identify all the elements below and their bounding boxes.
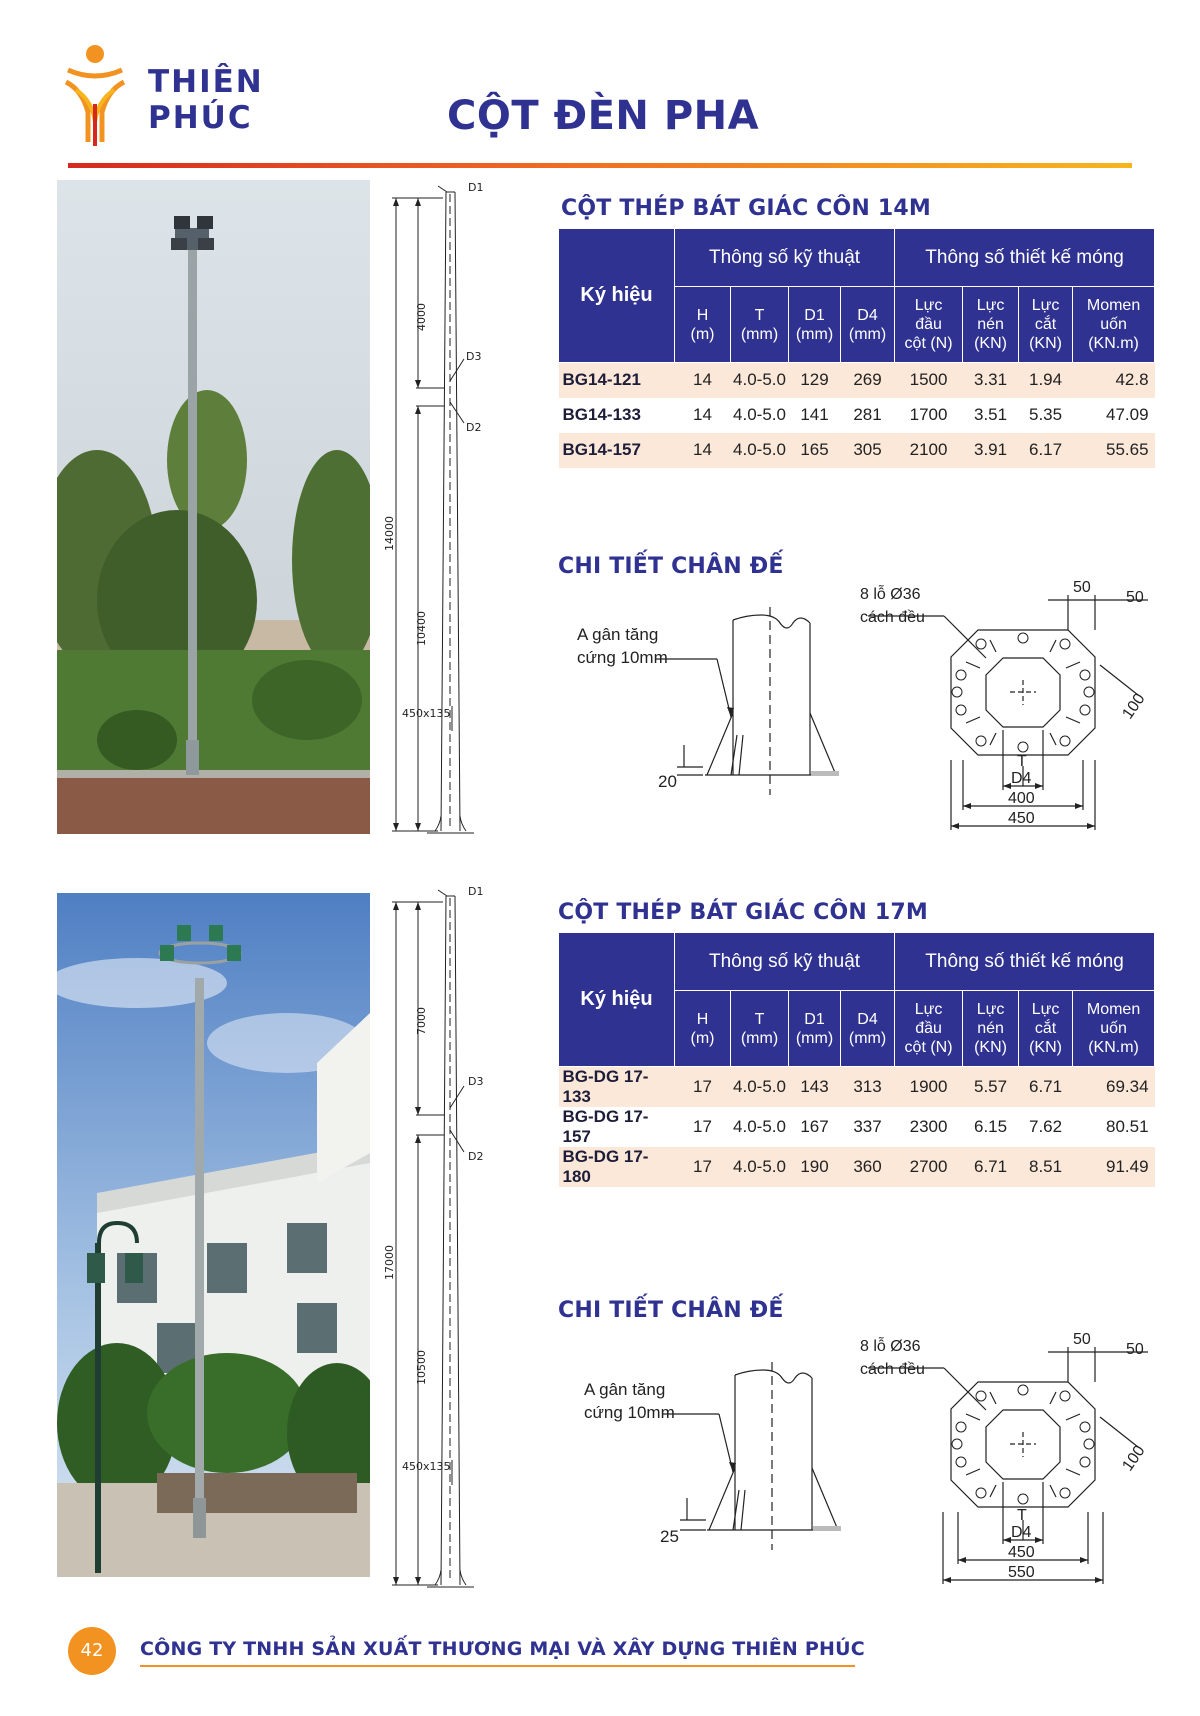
label-d4: D4: [1011, 770, 1032, 787]
dim-50-b: 50: [1126, 589, 1144, 606]
col-header-d4: [841, 287, 895, 363]
section-title-17m: CỘT THÉP BÁT GIÁC CÔN 17M: [558, 900, 928, 925]
dim-top-length: 4000: [415, 303, 428, 331]
cell-code: BG14-121: [559, 363, 675, 398]
holes-label-line2: cách đều: [860, 1361, 925, 1378]
cell: 165: [789, 433, 841, 468]
col-header-d1: [789, 991, 841, 1067]
cell-code: BG-DG 17-180: [559, 1147, 675, 1187]
cell: 80.51: [1073, 1107, 1155, 1147]
cell: 4.0-5.0: [731, 1107, 789, 1147]
header-text: (KN): [974, 1039, 1007, 1056]
header-text: Lực: [1031, 297, 1060, 314]
label-d4: D4: [1011, 1524, 1032, 1541]
base-detail-title-17m: CHI TIẾT CHÂN ĐẾ: [558, 1298, 784, 1323]
brand-line-2: PHÚC: [148, 100, 253, 136]
header-text: (KN.m): [1088, 1039, 1139, 1056]
cell: 143: [789, 1067, 841, 1108]
cell: 6.15: [963, 1107, 1019, 1147]
label-d1: D1: [468, 885, 484, 898]
header-text: uốn: [1100, 1020, 1127, 1037]
dim-width-outer: 450: [1008, 810, 1035, 827]
header-text: (mm): [795, 1029, 834, 1047]
pole-dimension-drawing-14m: [380, 176, 530, 846]
spec-table-14m: [558, 228, 1155, 468]
header-text: (KN): [1029, 335, 1062, 352]
cell: 4.0-5.0: [731, 363, 789, 398]
label-d3: D3: [466, 350, 482, 363]
table-row: [559, 1107, 1155, 1147]
col-header-ky-hieu: Ký hiệu: [559, 229, 675, 363]
header-text: (m): [690, 325, 715, 343]
header-text: D4: [857, 1010, 878, 1028]
cell: 2100: [895, 433, 963, 468]
rib-label-line1: A gân tăng: [584, 1380, 666, 1399]
header-text: Lực: [976, 297, 1005, 314]
cell: 5.57: [963, 1067, 1019, 1108]
cell: 14: [675, 433, 731, 468]
header-text: H: [696, 306, 709, 324]
base-plan-view-14m: [848, 570, 1168, 860]
cell: 17: [675, 1067, 731, 1108]
col-header-compression: [963, 991, 1019, 1067]
cell: 269: [841, 363, 895, 398]
base-thickness: 25: [660, 1527, 679, 1546]
label-d3: D3: [468, 1075, 484, 1088]
header-text: (mm): [848, 325, 887, 343]
cell: 337: [841, 1107, 895, 1147]
col-header-top-force: [895, 287, 963, 363]
header-text: Momen: [1086, 1001, 1141, 1018]
dim-100: 100: [1119, 690, 1149, 723]
header-text: (mm): [848, 1029, 887, 1047]
header-text: cột (N): [904, 1039, 953, 1056]
cell: 3.91: [963, 433, 1019, 468]
footer-underline: [140, 1665, 855, 1667]
header-text: (mm): [795, 325, 834, 343]
cell: 190: [789, 1147, 841, 1187]
header-text: D1: [804, 1010, 825, 1028]
cell: 42.8: [1073, 363, 1155, 398]
header-text: Lực: [914, 297, 943, 314]
holes-label-line1: 8 lỗ Ø36: [860, 586, 921, 603]
col-header-shear: [1019, 991, 1073, 1067]
dim-width-inner: 400: [1008, 790, 1035, 807]
cell: 55.65: [1073, 433, 1155, 468]
label-t: T: [1017, 1507, 1027, 1524]
base-detail-title-14m: CHI TIẾT CHÂN ĐẾ: [558, 554, 784, 579]
cell: 6.71: [963, 1147, 1019, 1187]
door-size: 450x135: [402, 707, 451, 720]
header-text: (KN): [1029, 1039, 1062, 1056]
table-row: [559, 1147, 1155, 1187]
cell: 4.0-5.0: [731, 1147, 789, 1187]
cell: 305: [841, 433, 895, 468]
group-header-specs: Thông số kỹ thuật: [675, 229, 895, 287]
cell: 129: [789, 363, 841, 398]
cell: 2700: [895, 1147, 963, 1187]
cell-code: BG14-133: [559, 398, 675, 433]
header-text: (m): [690, 1029, 715, 1047]
header-text: đầu: [915, 1020, 942, 1037]
rib-label-line2: cứng 10mm: [577, 648, 668, 667]
cell: 5.35: [1019, 398, 1073, 433]
col-header-t: [731, 287, 789, 363]
header-text: Lực: [914, 1001, 943, 1018]
label-d2: D2: [468, 1150, 484, 1163]
cell: 8.51: [1019, 1147, 1073, 1187]
cell: 17: [675, 1107, 731, 1147]
page-number: 42: [68, 1627, 116, 1675]
header-text: uốn: [1100, 316, 1127, 333]
rib-label-line2: cứng 10mm: [584, 1403, 675, 1422]
table-row: [559, 398, 1155, 433]
floodlight-pole-photo-17m: [57, 893, 370, 1577]
header-text: cắt: [1034, 1020, 1057, 1037]
page-title: CỘT ĐÈN PHA: [447, 93, 760, 139]
cell: 4.0-5.0: [731, 433, 789, 468]
col-header-top-force: [895, 991, 963, 1067]
header-text: nén: [977, 316, 1004, 333]
brand-line-1: THIÊN: [148, 64, 264, 100]
cell: 1500: [895, 363, 963, 398]
header-text: D4: [857, 306, 878, 324]
door-size: 450x135: [402, 1460, 451, 1473]
header-text: cắt: [1034, 316, 1057, 333]
cell: 2300: [895, 1107, 963, 1147]
base-thickness: 20: [658, 772, 677, 791]
col-header-compression: [963, 287, 1019, 363]
section-title-14m: CỘT THÉP BÁT GIÁC CÔN 14M: [561, 196, 931, 221]
cell-code: BG-DG 17-157: [559, 1107, 675, 1147]
floodlight-pole-photo-14m: [57, 180, 370, 834]
cell: 14: [675, 363, 731, 398]
col-header-t: [731, 991, 789, 1067]
header-text: T: [754, 306, 765, 324]
dim-bottom-length: 10400: [415, 611, 428, 646]
cell: 47.09: [1073, 398, 1155, 433]
header-divider: [68, 163, 1132, 168]
header-text: (mm): [740, 325, 779, 343]
brand-name: [148, 64, 264, 136]
header-text: Lực: [1031, 1001, 1060, 1018]
header-text: D1: [804, 306, 825, 324]
holes-label-line2: cách đều: [860, 609, 925, 626]
cell: 4.0-5.0: [731, 398, 789, 433]
cell: 1.94: [1019, 363, 1073, 398]
col-header-moment: [1073, 287, 1155, 363]
dim-top-length: 7000: [415, 1007, 428, 1035]
header-text: Momen: [1086, 297, 1141, 314]
header-text: cột (N): [904, 335, 953, 352]
header-text: nén: [977, 1020, 1004, 1037]
group-header-foundation: Thông số thiết kế móng: [895, 229, 1155, 287]
header-text: T: [754, 1010, 765, 1028]
dim-width-outer: 550: [1008, 1564, 1035, 1581]
footer-company-name: CÔNG TY TNHH SẢN XUẤT THƯƠNG MẠI VÀ XÂY DỰNG THIÊN PHÚC: [140, 1638, 865, 1660]
rib-label-line1: A gân tăng: [577, 625, 659, 644]
col-header-ky-hieu: Ký hiệu: [559, 933, 675, 1067]
cell: 1700: [895, 398, 963, 433]
base-plan-view-17m: [848, 1322, 1168, 1617]
cell: 6.71: [1019, 1067, 1073, 1108]
group-header-foundation: Thông số thiết kế móng: [895, 933, 1155, 991]
cell: 91.49: [1073, 1147, 1155, 1187]
group-header-specs: Thông số kỹ thuật: [675, 933, 895, 991]
cell: 14: [675, 398, 731, 433]
cell-code: BG-DG 17-133: [559, 1067, 675, 1108]
cell: 1900: [895, 1067, 963, 1108]
header-text: (KN): [974, 335, 1007, 352]
table-row: [559, 1067, 1155, 1108]
dim-bottom-length: 10500: [415, 1350, 428, 1385]
pole-dimension-drawing-17m: [380, 880, 530, 1600]
cell: 281: [841, 398, 895, 433]
cell: 6.17: [1019, 433, 1073, 468]
base-side-view-14m: [565, 585, 855, 795]
cell: 17: [675, 1147, 731, 1187]
cell: 3.51: [963, 398, 1019, 433]
dim-100: 100: [1119, 1442, 1149, 1475]
header-text: đầu: [915, 316, 942, 333]
table-row: [559, 433, 1155, 468]
cell: 167: [789, 1107, 841, 1147]
cell: 141: [789, 398, 841, 433]
col-header-h: [675, 991, 731, 1067]
dim-total-height: 17000: [383, 1245, 396, 1280]
cell: 69.34: [1073, 1067, 1155, 1108]
col-header-h: [675, 287, 731, 363]
cell-code: BG14-157: [559, 433, 675, 468]
label-d1: D1: [468, 181, 484, 194]
col-header-shear: [1019, 287, 1073, 363]
col-header-moment: [1073, 991, 1155, 1067]
cell: 360: [841, 1147, 895, 1187]
col-header-d4: [841, 991, 895, 1067]
base-side-view-17m: [572, 1340, 862, 1550]
spec-table-17m: [558, 932, 1155, 1187]
cell: 7.62: [1019, 1107, 1073, 1147]
dim-total-height: 14000: [383, 516, 396, 551]
header-text: H: [696, 1010, 709, 1028]
header-text: (mm): [740, 1029, 779, 1047]
cell: 3.31: [963, 363, 1019, 398]
cell: 4.0-5.0: [731, 1067, 789, 1108]
table-row: [559, 363, 1155, 398]
dim-width-inner: 450: [1008, 1544, 1035, 1561]
header-text: (KN.m): [1088, 335, 1139, 352]
label-d2: D2: [466, 421, 482, 434]
holes-label-line1: 8 lỗ Ø36: [860, 1338, 921, 1355]
label-t: T: [1017, 753, 1027, 770]
cell: 313: [841, 1067, 895, 1108]
header-text: Lực: [976, 1001, 1005, 1018]
dim-50-a: 50: [1073, 1331, 1091, 1348]
col-header-d1: [789, 287, 841, 363]
dim-50-a: 50: [1073, 579, 1091, 596]
dim-50-b: 50: [1126, 1341, 1144, 1358]
